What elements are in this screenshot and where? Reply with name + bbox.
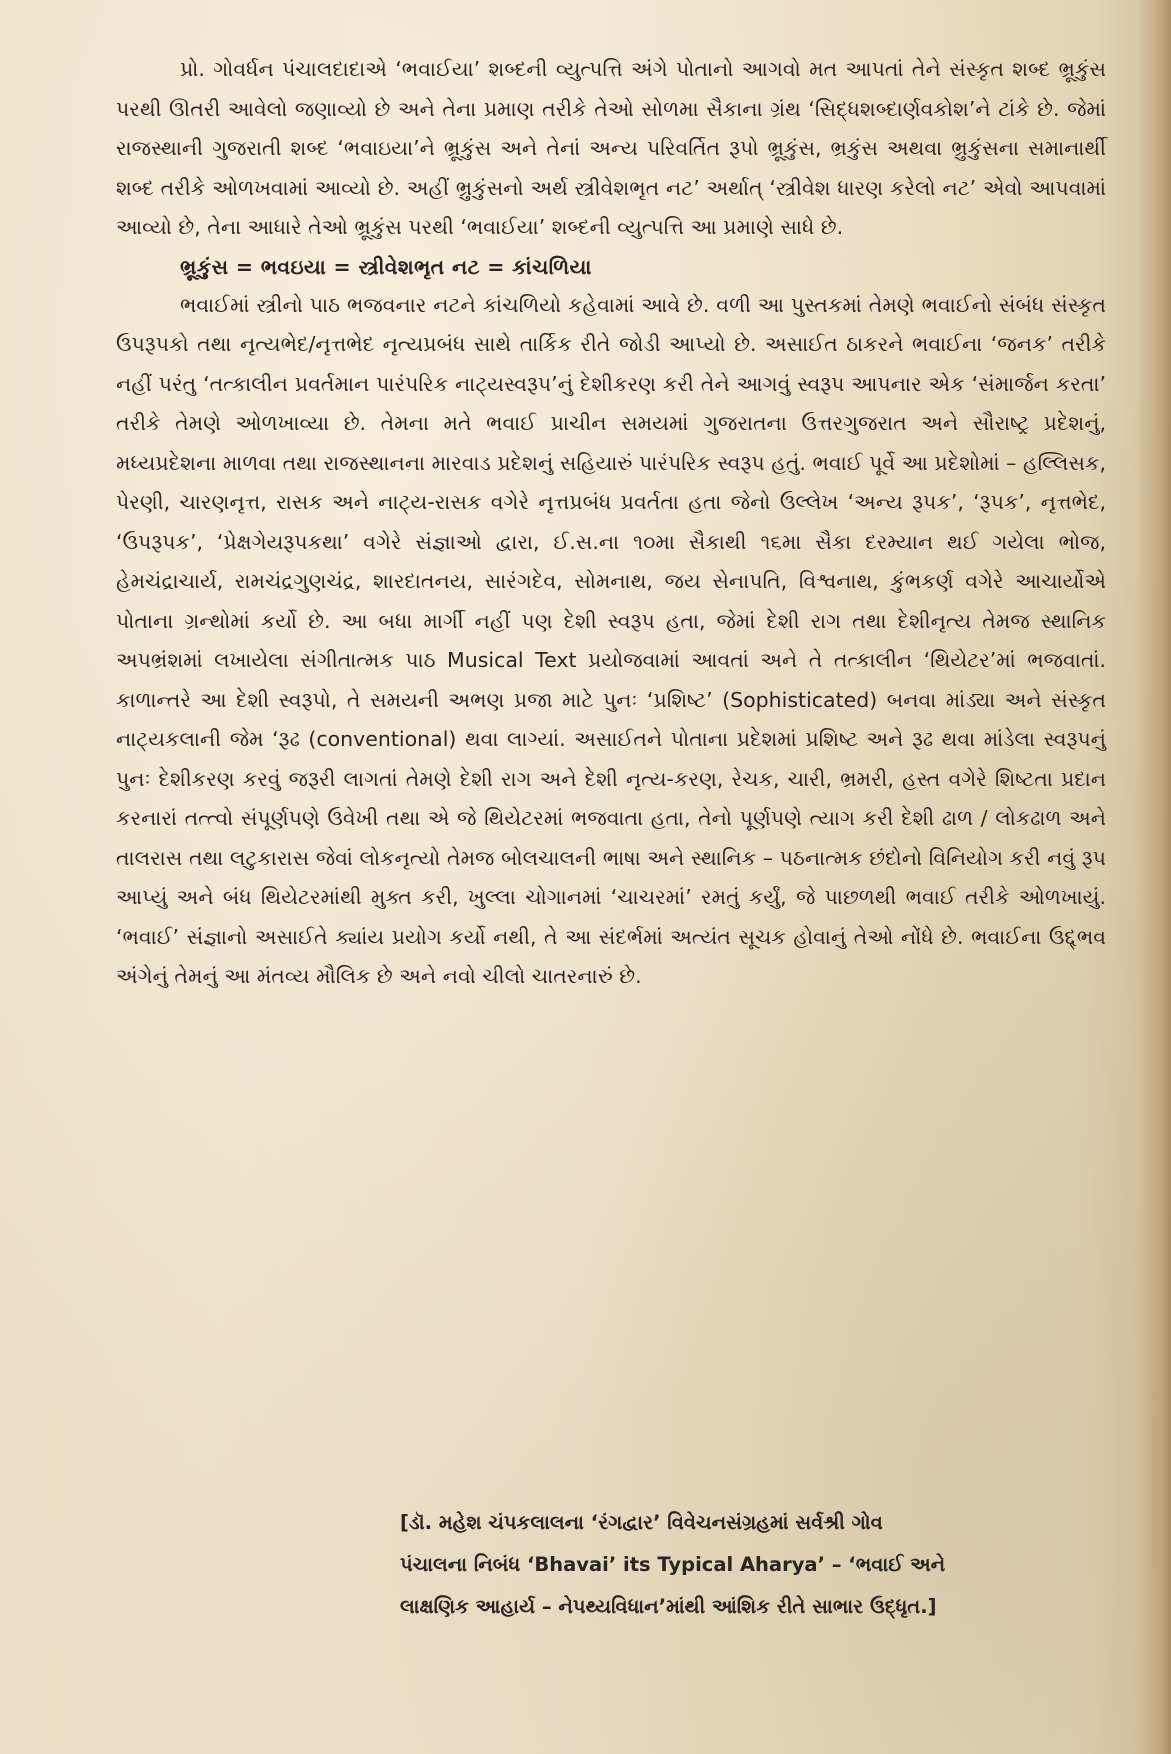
citation-line: પંચાલના નિબંધ ‘Bhavai’ its Typical Aharya’ – ‘ભવાઈ અને [400, 1553, 946, 1576]
body-text [116, 50, 1106, 997]
source-citation [400, 1502, 1074, 1628]
paragraph-etymology: પ્રો. ગોવર્ધન પંચાલદાદાએ ‘ભવાઈયા’ શબ્દની વ્યુત્પત્તિ અંગે પોતાનો આગવો મત આપતાં તેને સંસ્કૃત શબ્દ ભ્રૂકુંસ પરથી ઊતરી આવેલો જણાવ્યો છે અને તેના પ્રમાણ તરીકે તેઓ સોળમા સૈકાના ગ્રંથ ‘સિદ્ધશબ્દાર્ણવકોશ’ને ટાંકે છે. જેમાં રાજસ્થાની ગુજરાતી શબ્દ ‘ભવાઇયા’ને ભ્રૂકુંસ અને તેનાં અન્ય પરિવર્તિત રૂપો ભ્રૂકુંસ, ભ્રકુંસ અથવા ભ્રુકુંસના સમાનાર્થી શબ્દ તરીકે ઓળખવામાં આવ્યો છે. અહીં ભ્રુકુંસનો અર્થ સ્ત્રીવેશભૃત નટ’ અર્થાત્ ‘સ્ત્રીવેશ ધારણ કરેલો નટ’ એવો આપવામાં આવ્યો છે, તેના આધારે તેઓ ભ્રૂકુંસ પરથી ‘ભવાઈયા’ શબ્દની વ્યુત્પત્તિ આ પ્રમાણે સાધે છે. [116, 57, 1106, 239]
page-spine-shadow [1137, 0, 1171, 1754]
etymology-equation: ભ્રૂકુંસ = ભવઇયા = સ્ત્રીવેશભૃત નટ = કાંચળિયા [180, 254, 592, 279]
citation-line: [ડૉ. મહેશ ચંપકલાલના ‘રંગદ્વાર’ વિવેચનસંગ્રહમાં સર્વશ્રી ગોવ [400, 1511, 883, 1534]
citation-line: લાક્ષણિક આહાર્ય – નેપથ્યવિધાન’માંથી આંશિક રીતે સાભાર ઉદ્ધૃત.] [400, 1595, 937, 1618]
paragraph-bhavai-origin: ભવાઈમાં સ્ત્રીનો પાઠ ભજવનાર નટને કાંચળિયો કહેવામાં આવે છે. વળી આ પુસ્તકમાં તેમણે ભવાઈનો સંબંધ સંસ્કૃત ઉપરૂપકો તથા નૃત્યભેદ/નૃત્તભેદ નૃત્યપ્રબંધ સાથે તાર્કિક રીતે જોડી આપ્યો છે. અસાઈત ઠાકરને ભવાઈના ‘જનક’ તરીકે નહીં પરંતુ ‘તત્કાલીન પ્રવર્તમાન પારંપરિક નાટ્યસ્વરૂપ’નું દેશીકરણ કરી તેને આગવું સ્વરૂપ આપનાર એક ‘સંમાર્જન કરતા’ તરીકે તેમણે ઓળખાવ્યા છે. તેમના મતે ભવાઈ પ્રાચીન સમયમાં ગુજરાતના ઉત્તરગુજરાત અને સૌરાષ્ટ્ર પ્રદેશનું, મધ્યપ્રદેશના માળવા તથા રાજસ્થાનના મારવાડ પ્રદેશનું સહિયારું પારંપરિક સ્વરૂપ હતું. ભવાઈ પૂર્વે આ પ્રદેશોમાં – હલ્લિસક, પેરણી, ચારણનૃત્ત, રાસક અને નાટ્ય-રાસક વગેરે નૃત્તપ્રબંધ પ્રવર્તતા હતા જેનો ઉલ્લેખ ‘અન્ય રૂપક’, ‘રૂપક’, નૃત્તભેદ, ‘ઉપરૂપક’, ‘પ્રેક્ષગેયરૂપકથા’ વગેરે સંજ્ઞાઓ દ્વારા, ઈ.સ.ના ૧૦મા સૈકાથી ૧૬મા સૈકા દરમ્યાન થઈ ગયેલા ભોજ, હેમચંદ્રાચાર્ય, રામચંદ્રગુણચંદ્ર, શારદાતનય, સારંગદેવ, સોમનાથ, જય સેનાપતિ, વિશ્વનાથ, કુંભકર્ણ વગેરે આચાર્યોએ પોતાના ગ્રન્થોમાં કર્યો છે. આ બધા માર્ગી નહીં પણ દેશી સ્વરૂપ હતા, જેમાં દેશી રાગ તથા દેશીનૃત્ય તેમજ સ્થાનિક અપભ્રંશમાં લખાયેલા સંગીતાત્મક પાઠ Musical Text પ્રયોજવામાં આવતાં અને તે તત્કાલીન ‘થિયેટર’માં ભજવાતાં. કાળાન્તરે આ દેશી સ્વરૂપો, તે સમયની અભણ પ્રજા માટે પુનઃ ‘પ્રશિષ્ટ’ (Sophisticated) બનવા માંડ્યા અને સંસ્કૃત નાટ્યકલાની જેમ ‘રૂઢ (conventional) થવા લાગ્યાં. અસાઈતને પોતાના પ્રદેશમાં પ્રશિષ્ટ અને રૂઢ થવા માંડેલા સ્વરૂપનું પુનઃ દેશીકરણ કરવું જરૂરી લાગતાં તેમણે દેશી રાગ અને દેશી નૃત્ય-કરણ, રેચક, ચારી, ભ્રમરી, હસ્ત વગેરે શિષ્ટતા પ્રદાન કરનારાં તત્ત્વો સંપૂર્ણપણે ઉવેખી તથા એ જે થિયેટરમાં ભજવાતા હતા, તેનો પૂર્ણપણે ત્યાગ કરી દેશી ઢાળ / લોકઢાળ અને તાલરાસ તથા લટુકારાસ જેવાં લોકનૃત્યો તેમજ બોલચાલની ભાષા અને સ્થાનિક – પઠનાત્મક છંદોનો વિનિયોગ કરી નવું રૂપ આપ્યું અને બંધ થિયેટરમાંથી મુક્ત કરી, ખુલ્લા ચોગાનમાં ‘ચાચરમાં’ રમતું કર્યું, જે પાછળથી ભવાઈ તરીકે ઓળખાયું. ‘ભવાઈ’ સંજ્ઞાનો અસાઈતે ક્યાંય પ્રયોગ કર્યો નથી, તે આ સંદર્ભમાં અત્યંત સૂચક હોવાનું તેઓ નોંધે છે. ભવાઈના ઉદ્દ્ભવ અંગેનું તેમનું આ મંતવ્ય મૌલિક છે અને નવો ચીલો ચાતરનારું છે. [116, 292, 1106, 988]
